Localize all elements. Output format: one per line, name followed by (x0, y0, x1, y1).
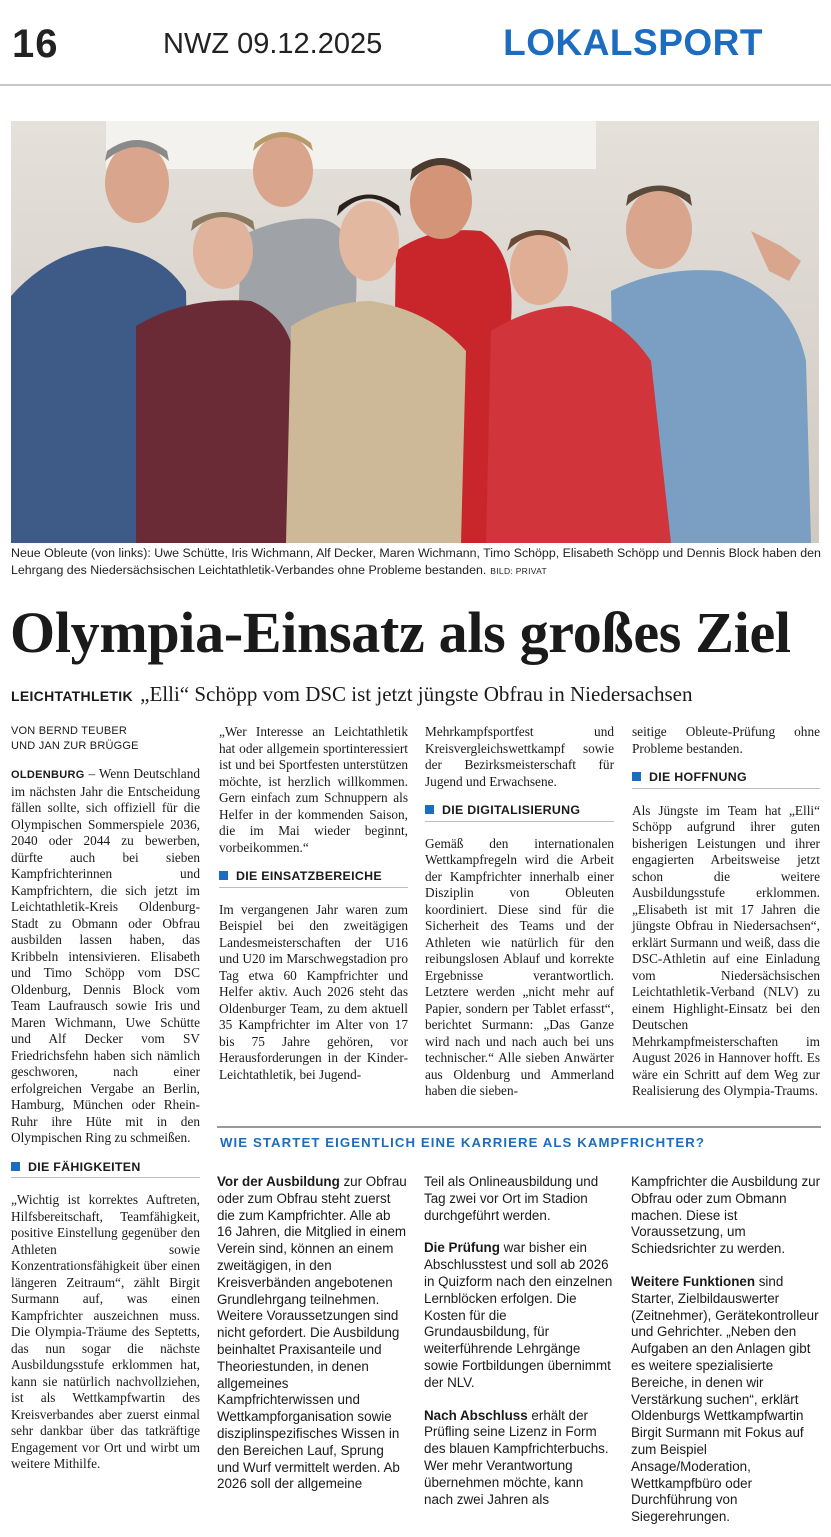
paper-date: NWZ 09.12.2025 (163, 28, 383, 60)
paragraph: OLDENBURG – Wenn Deutschland im nächsten Jahr die Entscheidung fällen sollte, sich offiziell für die Olympischen Sommerspiele 2036, 2040 oder 2044 zu bewerben, dürfte auch bei sieben Kampfrichterinnen und Kampfrichtern, die sich jetzt im Leichtathletik-Kreis Oldenburg-Stadt zu Obmann oder Obfrau ausbilden lassen haben, das Kribbeln intensivieren. Elisabeth und Timo Schöpp vom DSC Oldenburg, Dennis Block vom Team Laufrausch sowie Iris und Maren Wichmann, Uwe Schütte und Alf Decker vom SV Friedrichsfehn haben sich nämlich geschworen, nach einer erfolgreichen Vergabe an Berlin, Hamburg, München oder Rhein-Ruhr ihre Hüte mit in den Olympischen Ring zu schmeißen. (11, 766, 200, 1145)
info-paragraph: Die Prüfung war bisher ein Abschlusstest und soll ab 2026 in Quizform nach den einzelnen Lernblöcken erfolgen. Die Kosten für die Grundausbildung, für weiterführende Lehrgänge sowie Fortbildungen übernimmt der NLV. (424, 1240, 613, 1390)
page-number: 16 (12, 22, 59, 66)
info-box-title: WIE STARTET EIGENTLICH EINE KARRIERE ALS KAMPFRICHTER? (220, 1135, 706, 1150)
photo-credit: BILD: PRIVAT (490, 566, 547, 576)
kicker: LEICHTATHLETIK (11, 688, 133, 704)
bullet-square-icon (632, 772, 641, 781)
paragraph: Gemäß den internationalen Wettkampfregeln wird die Arbeit der Kampfrichter innerhalb einer Disziplin von Obleuten koordiniert. Diese sind für die Sicherheit des Teams und der Athleten wie natürlich für den reibungslosen Ablauf und korrekte Ergebnisse verantwortlich. Letztere werden „nicht mehr auf Papier, sondern per Tablet erfasst“, berichtet Surmann: „Das Ganze wird nach und nach auch bei uns technischer.“ Alle sieben Anwärter aus Oldenburg und Ammerland haben die sieben- (425, 835, 614, 1098)
info-box (217, 1126, 821, 1537)
info-column-3 (631, 1174, 821, 1537)
dateline: OLDENBURG (11, 769, 85, 781)
headline: Olympia-Einsatz als großes Ziel (10, 600, 791, 665)
subheadline-row (11, 680, 823, 710)
paragraph: Als Jüngste im Team hat „Elli“ Schöpp aufgrund ihrer guten bisherigen Leistungen und ihrer engagierten Arbeitsweise jetzt schon die weitere Ausbildungsstufe erklommen. „Elisabeth ist mit 17 Jahren die jüngste Obfrau in Niedersachsen“, erklärt Surmann und weiß, dass die DSC-Athletin auf eine Einladung vom Niedersächsischen Leichtathletik-Verband (NLV) zu einem Highlight-Einsatz bei den Deutschen Mehrkampfmeisterschaften im August 2026 in Hannover hofft. Es wäre ein Schritt auf dem Weg zur Realisierung des Olympia-Traums. (632, 802, 820, 1098)
section-heading: DIE FÄHIGKEITEN (11, 1159, 200, 1179)
caption-text: Neue Obleute (von links): Uwe Schütte, Iris Wichmann, Alf Decker, Maren Wichmann, Timo Schöpp, Elisabeth Schöpp und Dennis Block haben den Lehrgang des Niedersächsischen Leichtathletik-Verbandes ohne Probleme bestanden. (11, 546, 821, 577)
article-column-1 (11, 724, 200, 1473)
info-paragraph: Teil als Onlineausbildung und Tag zwei vor Ort im Stadion durchgeführt werden. (424, 1174, 599, 1223)
section-title: LOKALSPORT (503, 22, 763, 63)
subheadline: „Elli“ Schöpp vom DSC ist jetzt jüngste Obfrau in Niedersachsen (140, 682, 693, 706)
masthead (0, 0, 831, 86)
bullet-square-icon (425, 805, 434, 814)
paragraph: seitige Obleute-Prüfung ohne Probleme bestanden. (632, 724, 820, 756)
paragraph: Mehrkampfsportfest und Kreisvergleichswettkampf sowie der Bezirksmeisterschaft für Jugend und Erwachsene. (425, 724, 614, 789)
photo-caption (11, 545, 821, 580)
section-heading: DIE DIGITALISIERUNG (425, 802, 614, 822)
paragraph: Im vergangenen Jahr waren zum Beispiel bei den zweitägigen Landesmeisterschaften der U16 und U20 im Marschwegstadion pro Tag etwa 60 Kampfrichter und Helfer aktiv. Auch 2026 steht das Oldenburger Team, zu dem aktuell 35 Kampfrichter im Alter von 17 bis 75 Jahre gehören, vor Herausforderungen in der Kinder-Leichtathletik, bei Jugend- (219, 901, 408, 1082)
section-heading: DIE EINSATZBEREICHE (219, 868, 408, 888)
info-paragraph: Kampfrichter die Ausbildung zur Obfrau oder zum Obmann machen. Diese ist Voraussetzung, um Schiedsrichter zu werden. (631, 1174, 821, 1257)
paragraph: „Wichtig ist korrektes Auftreten, Hilfsbereitschaft, Teamfähigkeit, positive Einstellung gegenüber den Athleten sowie Konzentrationsfähigkeit über einen längeren Zeitraum“, zählt Birgit Surmann auf, was einen Kampfrichter auszeichnen muss. Die Olympia-Träume des Septetts, das nun sogar die nächste Ausbildungsstufe erklommen hat, kann sie natürlich nachvollziehen, ist als Wettkampfwartin des Kreisverbandes aber zuerst einmal sehr dankbar über das tatkräftige Engagement vor Ort und wirbt um weitere Mithilfe. (11, 1192, 200, 1471)
info-paragraph: Weitere Funktionen sind Starter, Zielbildauswerter (Zeitnehmer), Gerätekontrolleur und Gehrichter. „Neben den Aufgaben an den Anlagen gibt es weitere spezialisierte Bereiche, in denen wir Verstärkung suchen“, erklärt Oldenburgs Wettkampfwartin Birgit Surmann mit Fokus auf zum Beispiel Ansage/Moderation, Wettkampfbüro oder Durchführung von Siegerehrungen. (631, 1273, 819, 1525)
bullet-square-icon (11, 1162, 20, 1171)
article-column-3 (425, 724, 614, 1100)
info-column-1 (217, 1174, 407, 1509)
team-photo (11, 121, 819, 543)
byline: VON BERND TEUBER UND JAN ZUR BRÜGGE (11, 725, 139, 752)
bullet-square-icon (219, 871, 228, 880)
section-heading: DIE HOFFNUNG (632, 769, 820, 789)
info-column-2 (424, 1174, 614, 1524)
article-column-4 (632, 724, 820, 1100)
info-paragraph: Vor der Ausbildung zur Obfrau oder zum Obfrau steht zuerst die zum Kampfrichter. Alle ab 16 Jahren, die Mitglied in einem Verein sind, können an einem zweitägigen, in den Kreisverbänden angebotenen Grundlehrgang teilnehmen. Weitere Voraussetzungen sind nicht gefordert. Die Ausbildung beinhaltet Praxisanteile und Theoriestunden, in denen allgemeines Kampfrichterwissen und Wettkampforganisation sowie disziplinspezifisches Wissen in den Bereichen Lauf, Sprung und Wurf vermittelt werden. Ab 2026 soll der allgemeine (217, 1174, 407, 1492)
article-column-2 (219, 724, 408, 1083)
paragraph: „Wer Interesse an Leichtathletik hat oder allgemein sportinteressiert ist und bei Sportfesten unterstützen möchte, ist herzlich willkommen. Gern einfach zum Schnuppern als Helfer in der kommenden Saison, die im Mai wieder beginnt, vorbeikommen.“ (219, 724, 408, 855)
info-paragraph: Nach Abschluss erhält der Prüfling seine Lizenz in Form des blauen Kampfrichterbuchs. Wer mehr Verantwortung übernehmen möchte, kann nach zwei Jahren als (424, 1407, 609, 1507)
